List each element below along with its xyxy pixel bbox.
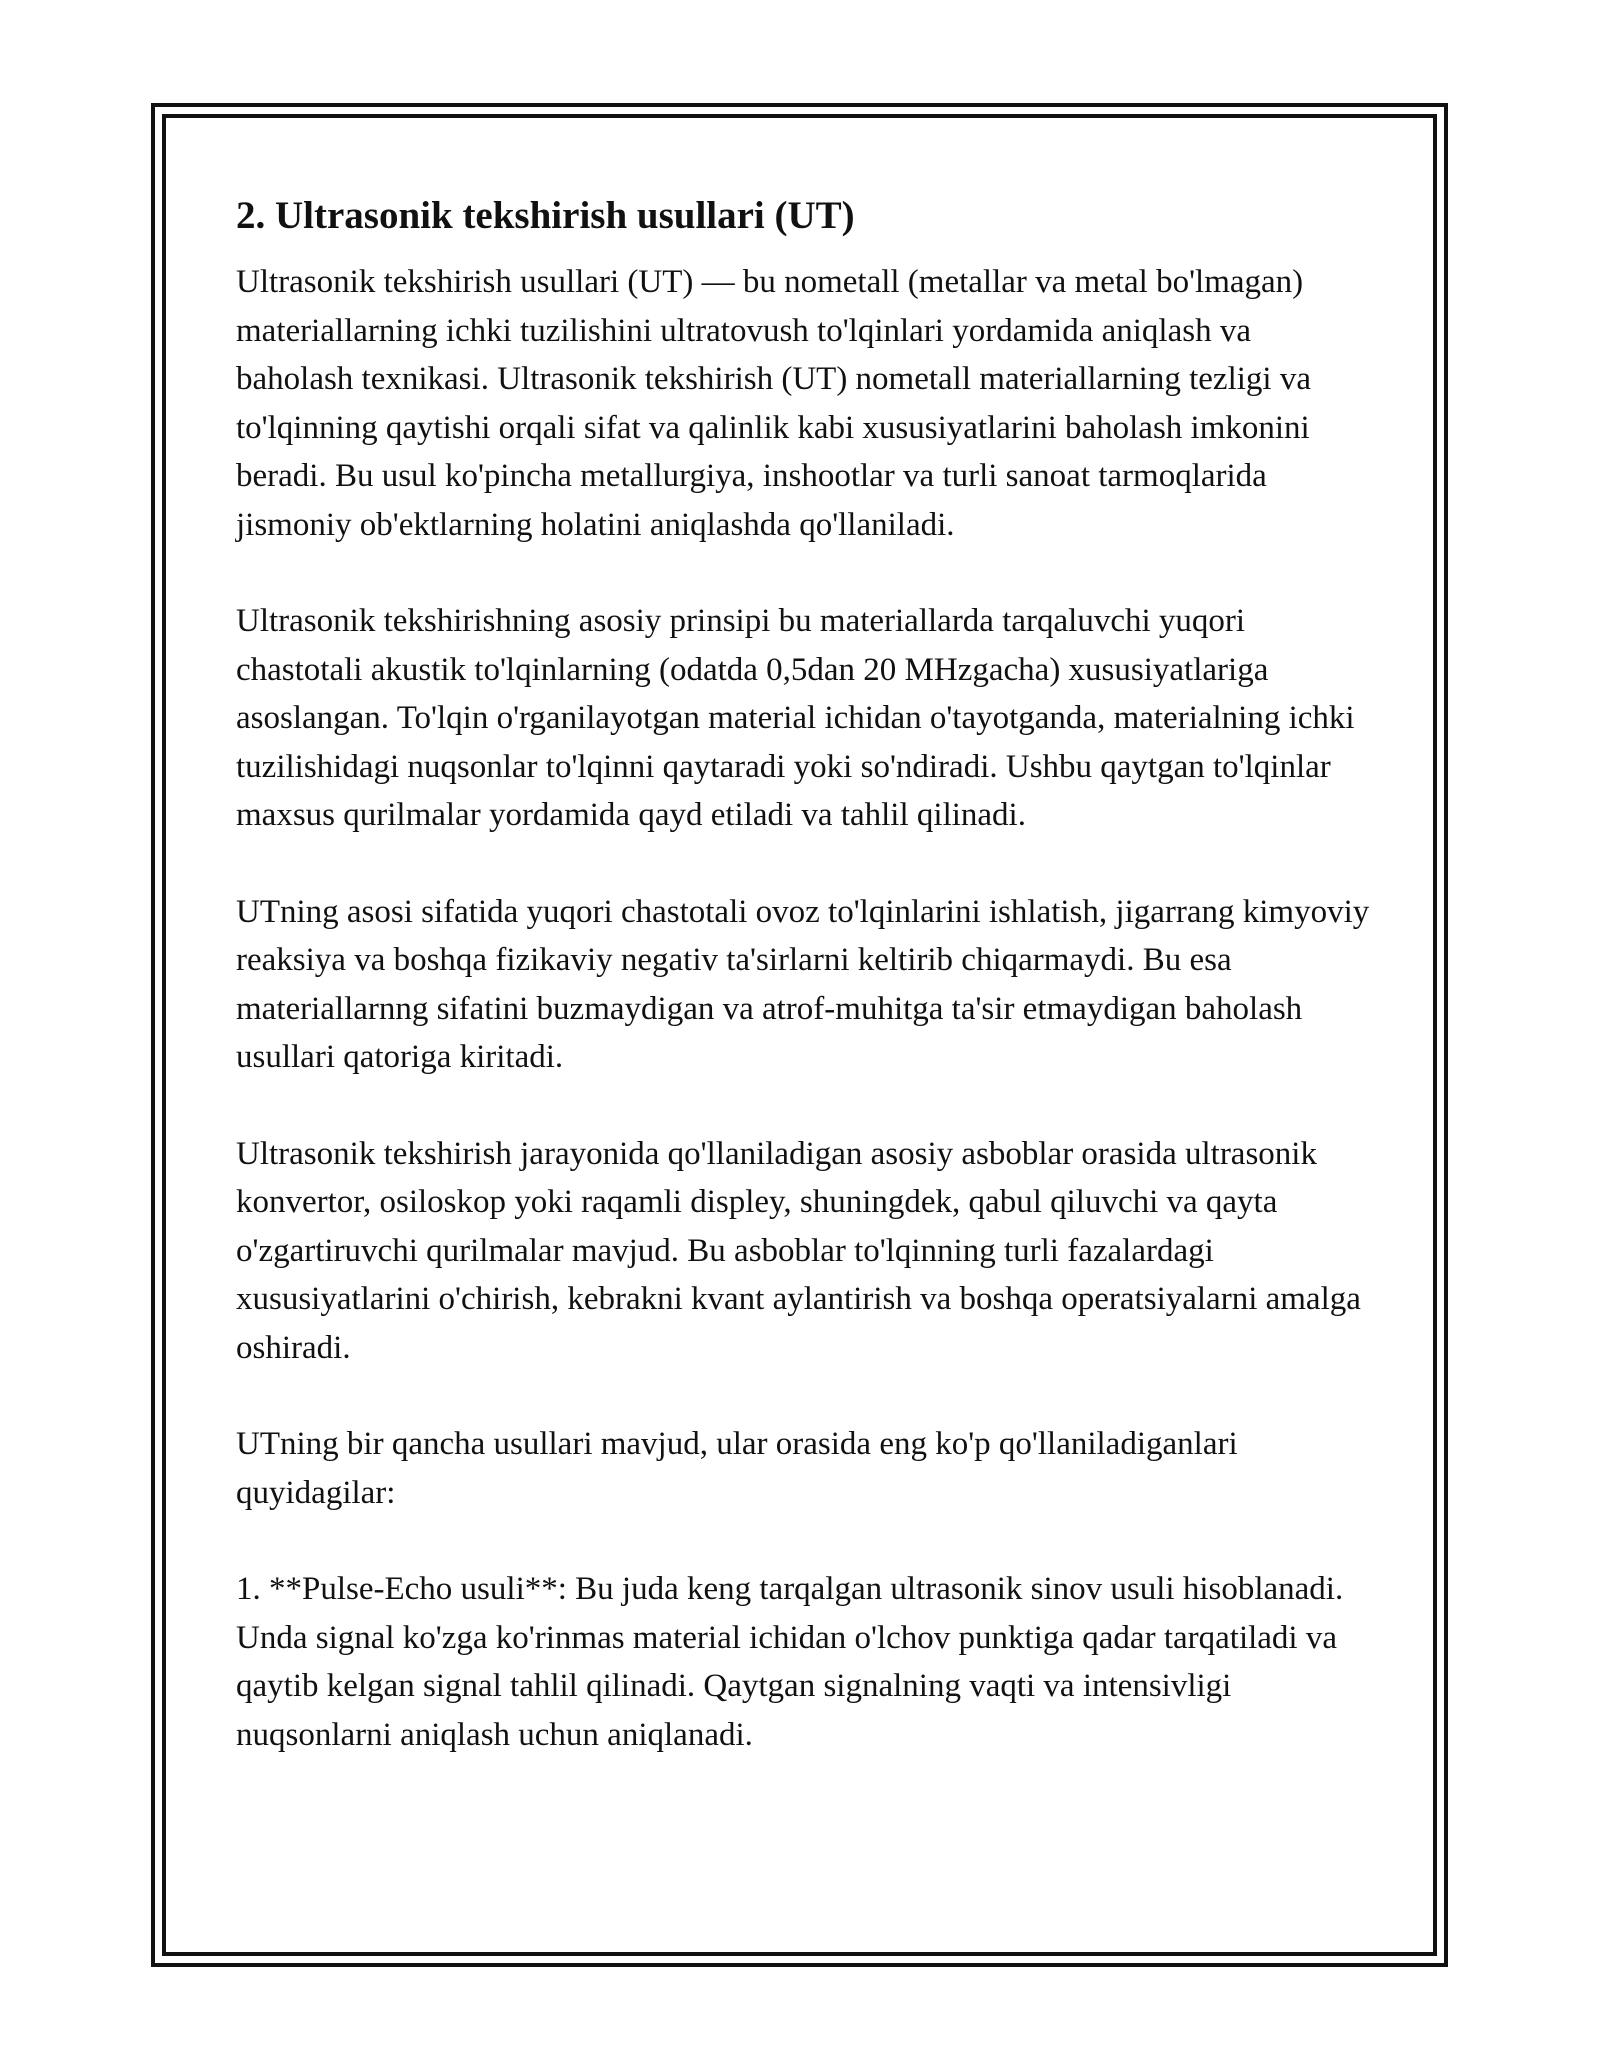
paragraph-equipment: Ultrasonik tekshirish jarayonida qo'llaniladigan asosiy asboblar orasida ultrasonik konvertor, osiloskop yoki raqamli displey, shuningdek, qabul qiluvchi va qayta o'zgartiruvchi qurilmalar mavjud. Bu asboblar to'lqinning turli fazalardagi xususiyatlarini o'chirish, kebrakni kvant aylantirish va boshqa operatsiyalarni amalga oshiradi. [236,1135,1361,1366]
paragraph-safety: UTning asosi sifatida yuqori chastotali ovoz to'lqinlarini ishlatish, jigarrang kimyoviy reaksiya va boshqa fizikaviy negativ ta'sirlarni keltirib chiqarmaydi. Bu esa materiallarnng sifatini buzmaydigan va atrof-muhitga ta'sir etmaydigan baholash usullari qatoriga kiritadi. [236,893,1370,1075]
paragraph-pulse-echo: 1. **Pulse-Echo usuli**: Bu juda keng tarqalgan ultrasonik sinov usuli hisoblanadi. Unda signal ko'zga ko'rinmas material ichidan o'lchov punktiga qadar tarqatiladi va qaytib kelgan signal tahlil qilinadi. Qaytgan signalning vaqti va intensivligi nuqsonlarni aniqlash uchun aniqlanadi. [236,1571,1344,1753]
paragraph-definition: Ultrasonik tekshirish usullari (UT) — bu nometall (metallar va metal bo'lmagan) materiallarning ichki tuzilishini ultratovush to'lqinlari yordamida aniqlash va baholash texnikasi. Ultrasonik tekshirish (UT) nometall materiallarning tezligi va to'lqinning qaytishi orqali sifat va qalinlik kabi xususiyatlarini baholash imkonini beradi. Bu usul ko'pincha metallurgiya, inshootlar va turli sanoat tarmoqlarida jismoniy ob'ektlarning holatini aniqlashda qo'llaniladi. [236,264,1311,543]
section-heading: 2. Ultrasonik tekshirish usullari (UT) [236,194,855,237]
paragraph-methods-intro: UTning bir qancha usullari mavjud, ular orasida eng ko'p qo'llaniladiganlari quyidagilar: [236,1426,1238,1511]
paragraph-principle: Ultrasonik tekshirishning asosiy prinsipi bu materiallarda tarqaluvchi yuqori chastotali akustik to'lqinlarning (odatda 0,5dan 20 MHzgacha) xususiyatlariga asoslangan. To'lqin o'rganilayotgan material ichidan o'tayotganda, materialning ichki tuzilishidagi nuqsonlar to'lqinni qaytaradi yoki so'ndiradi. Ushbu qaytgan to'lqinlar maxsus qurilmalar yordamida qayd etiladi va tahlil qilinadi. [236,603,1355,833]
document-body [236,188,1371,1807]
